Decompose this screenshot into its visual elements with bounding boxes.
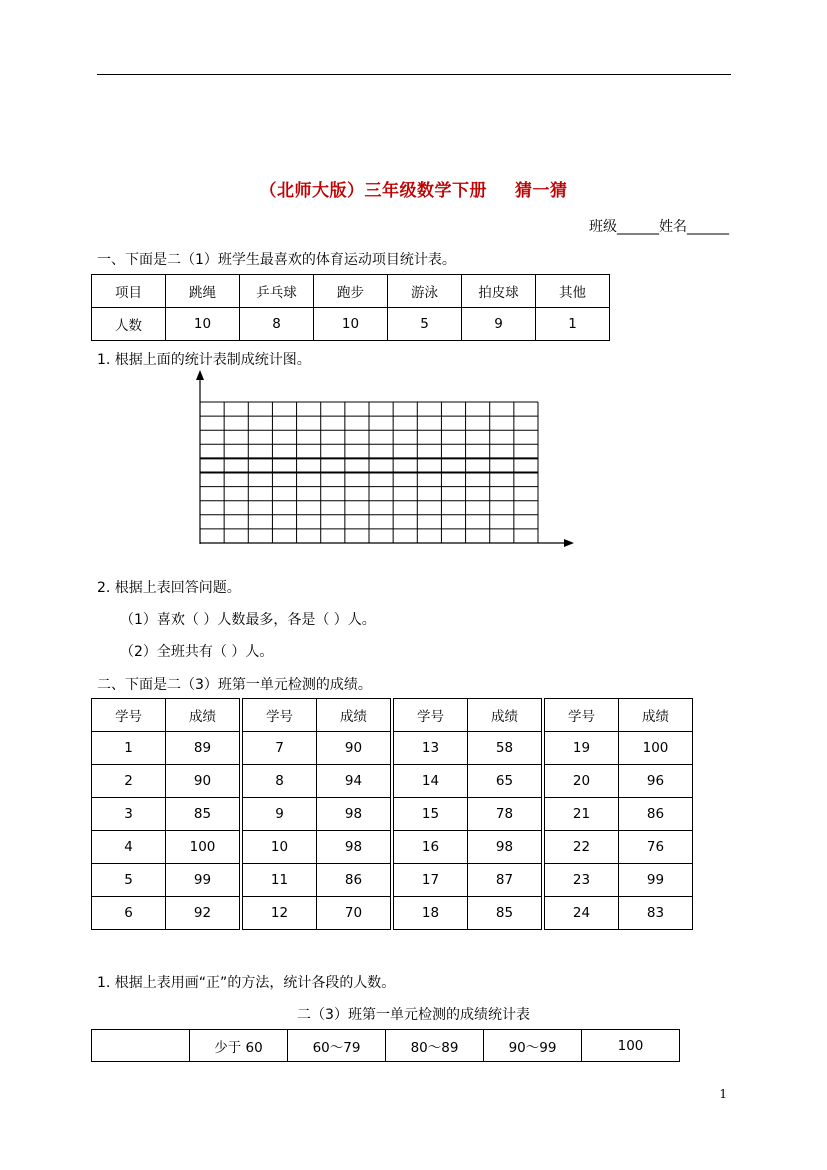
section1-heading: 一、下面是二（1）班学生最喜欢的体育运动项目统计表。 <box>97 252 456 268</box>
table-cell: 80～89 <box>386 1030 484 1062</box>
table-cell: 学号 <box>543 699 619 732</box>
scores-table-row <box>92 732 693 765</box>
table-cell: 1 <box>536 308 610 341</box>
table-cell: 85 <box>468 897 544 930</box>
table-cell: 5 <box>388 308 462 341</box>
table-cell: 98 <box>468 831 544 864</box>
scores-table <box>91 698 693 930</box>
table-cell: 96 <box>619 765 693 798</box>
sports-table-row <box>92 275 610 308</box>
table-cell: 70 <box>317 897 393 930</box>
page-title <box>0 176 827 201</box>
table-cell: 4 <box>92 831 166 864</box>
table-cell: 8 <box>241 765 317 798</box>
table-cell: 89 <box>166 732 242 765</box>
scores-table-row <box>92 864 693 897</box>
scores-table-row <box>92 798 693 831</box>
table-cell: 90 <box>317 732 393 765</box>
scores-table-row <box>92 897 693 930</box>
x-axis-arrow-icon <box>564 539 574 547</box>
table-cell: 83 <box>619 897 693 930</box>
y-axis-arrow-icon <box>196 370 204 380</box>
table-cell: 15 <box>392 798 468 831</box>
table-cell: 22 <box>543 831 619 864</box>
section1-q2-1: （1）喜欢（ ）人数最多，各是（ ）人。 <box>120 612 376 628</box>
stat-table-caption: 二（3）班第一单元检测的成绩统计表 <box>297 1007 530 1023</box>
table-cell: 13 <box>392 732 468 765</box>
table-cell: 成绩 <box>317 699 393 732</box>
table-cell: 90～99 <box>484 1030 582 1062</box>
stat-table <box>91 1029 680 1062</box>
table-cell: 23 <box>543 864 619 897</box>
table-cell: 19 <box>543 732 619 765</box>
table-cell: 76 <box>619 831 693 864</box>
table-cell <box>92 1030 190 1062</box>
sports-table <box>91 274 610 341</box>
table-cell: 18 <box>392 897 468 930</box>
table-cell: 游泳 <box>388 275 462 308</box>
table-cell: 学号 <box>92 699 166 732</box>
table-cell: 98 <box>317 798 393 831</box>
table-cell: 58 <box>468 732 544 765</box>
table-cell: 1 <box>92 732 166 765</box>
title-part1: （北师大版）三年级数学下册 <box>259 181 487 201</box>
table-cell: 8 <box>240 308 314 341</box>
table-cell: 87 <box>468 864 544 897</box>
table-cell: 学号 <box>392 699 468 732</box>
scores-table-row <box>92 699 693 732</box>
table-cell: 6 <box>92 897 166 930</box>
table-cell: 86 <box>317 864 393 897</box>
table-cell: 9 <box>462 308 536 341</box>
table-cell: 3 <box>92 798 166 831</box>
section1-q2: 2. 根据上表回答问题。 <box>97 580 241 596</box>
table-cell: 7 <box>241 732 317 765</box>
table-cell: 78 <box>468 798 544 831</box>
table-cell: 9 <box>241 798 317 831</box>
table-cell: 100 <box>619 732 693 765</box>
scores-table-row <box>92 765 693 798</box>
table-cell: 学号 <box>241 699 317 732</box>
page-number: 1 <box>719 1087 727 1101</box>
scores-table-row <box>92 831 693 864</box>
table-cell: 85 <box>166 798 242 831</box>
table-cell: 跳绳 <box>166 275 240 308</box>
table-cell: 跑步 <box>314 275 388 308</box>
table-cell: 16 <box>392 831 468 864</box>
table-cell: 92 <box>166 897 242 930</box>
table-cell: 100 <box>166 831 242 864</box>
section2-q1: 1. 根据上表用画“正”的方法，统计各段的人数。 <box>97 975 396 991</box>
table-cell: 其他 <box>536 275 610 308</box>
table-cell: 10 <box>241 831 317 864</box>
table-cell: 成绩 <box>619 699 693 732</box>
blank-chart-grid <box>190 368 580 552</box>
table-cell: 5 <box>92 864 166 897</box>
table-cell: 乒乓球 <box>240 275 314 308</box>
table-cell: 10 <box>314 308 388 341</box>
table-cell: 14 <box>392 765 468 798</box>
table-cell: 20 <box>543 765 619 798</box>
table-cell: 60～79 <box>288 1030 386 1062</box>
table-cell: 人数 <box>92 308 166 341</box>
title-part2: 猜一猜 <box>515 181 568 201</box>
table-cell: 98 <box>317 831 393 864</box>
table-cell: 2 <box>92 765 166 798</box>
table-cell: 17 <box>392 864 468 897</box>
class-name-line: 班级______姓名______ <box>589 219 729 235</box>
section1-q2-2: （2）全班共有（ ）人。 <box>120 644 274 660</box>
table-cell: 项目 <box>92 275 166 308</box>
table-cell: 成绩 <box>166 699 242 732</box>
table-cell: 86 <box>619 798 693 831</box>
table-cell: 10 <box>166 308 240 341</box>
table-cell: 少于 60 <box>190 1030 288 1062</box>
stat-table-row <box>92 1030 680 1062</box>
table-cell: 99 <box>619 864 693 897</box>
section2-heading: 二、下面是二（3）班第一单元检测的成绩。 <box>97 677 372 693</box>
table-cell: 65 <box>468 765 544 798</box>
sports-table-row <box>92 308 610 341</box>
header-rule <box>97 74 731 75</box>
table-cell: 99 <box>166 864 242 897</box>
table-cell: 拍皮球 <box>462 275 536 308</box>
table-cell: 11 <box>241 864 317 897</box>
table-cell: 94 <box>317 765 393 798</box>
section1-q1: 1. 根据上面的统计表制成统计图。 <box>97 352 311 368</box>
table-cell: 100 <box>582 1030 680 1062</box>
table-cell: 12 <box>241 897 317 930</box>
table-cell: 21 <box>543 798 619 831</box>
table-cell: 90 <box>166 765 242 798</box>
table-cell: 成绩 <box>468 699 544 732</box>
table-cell: 24 <box>543 897 619 930</box>
